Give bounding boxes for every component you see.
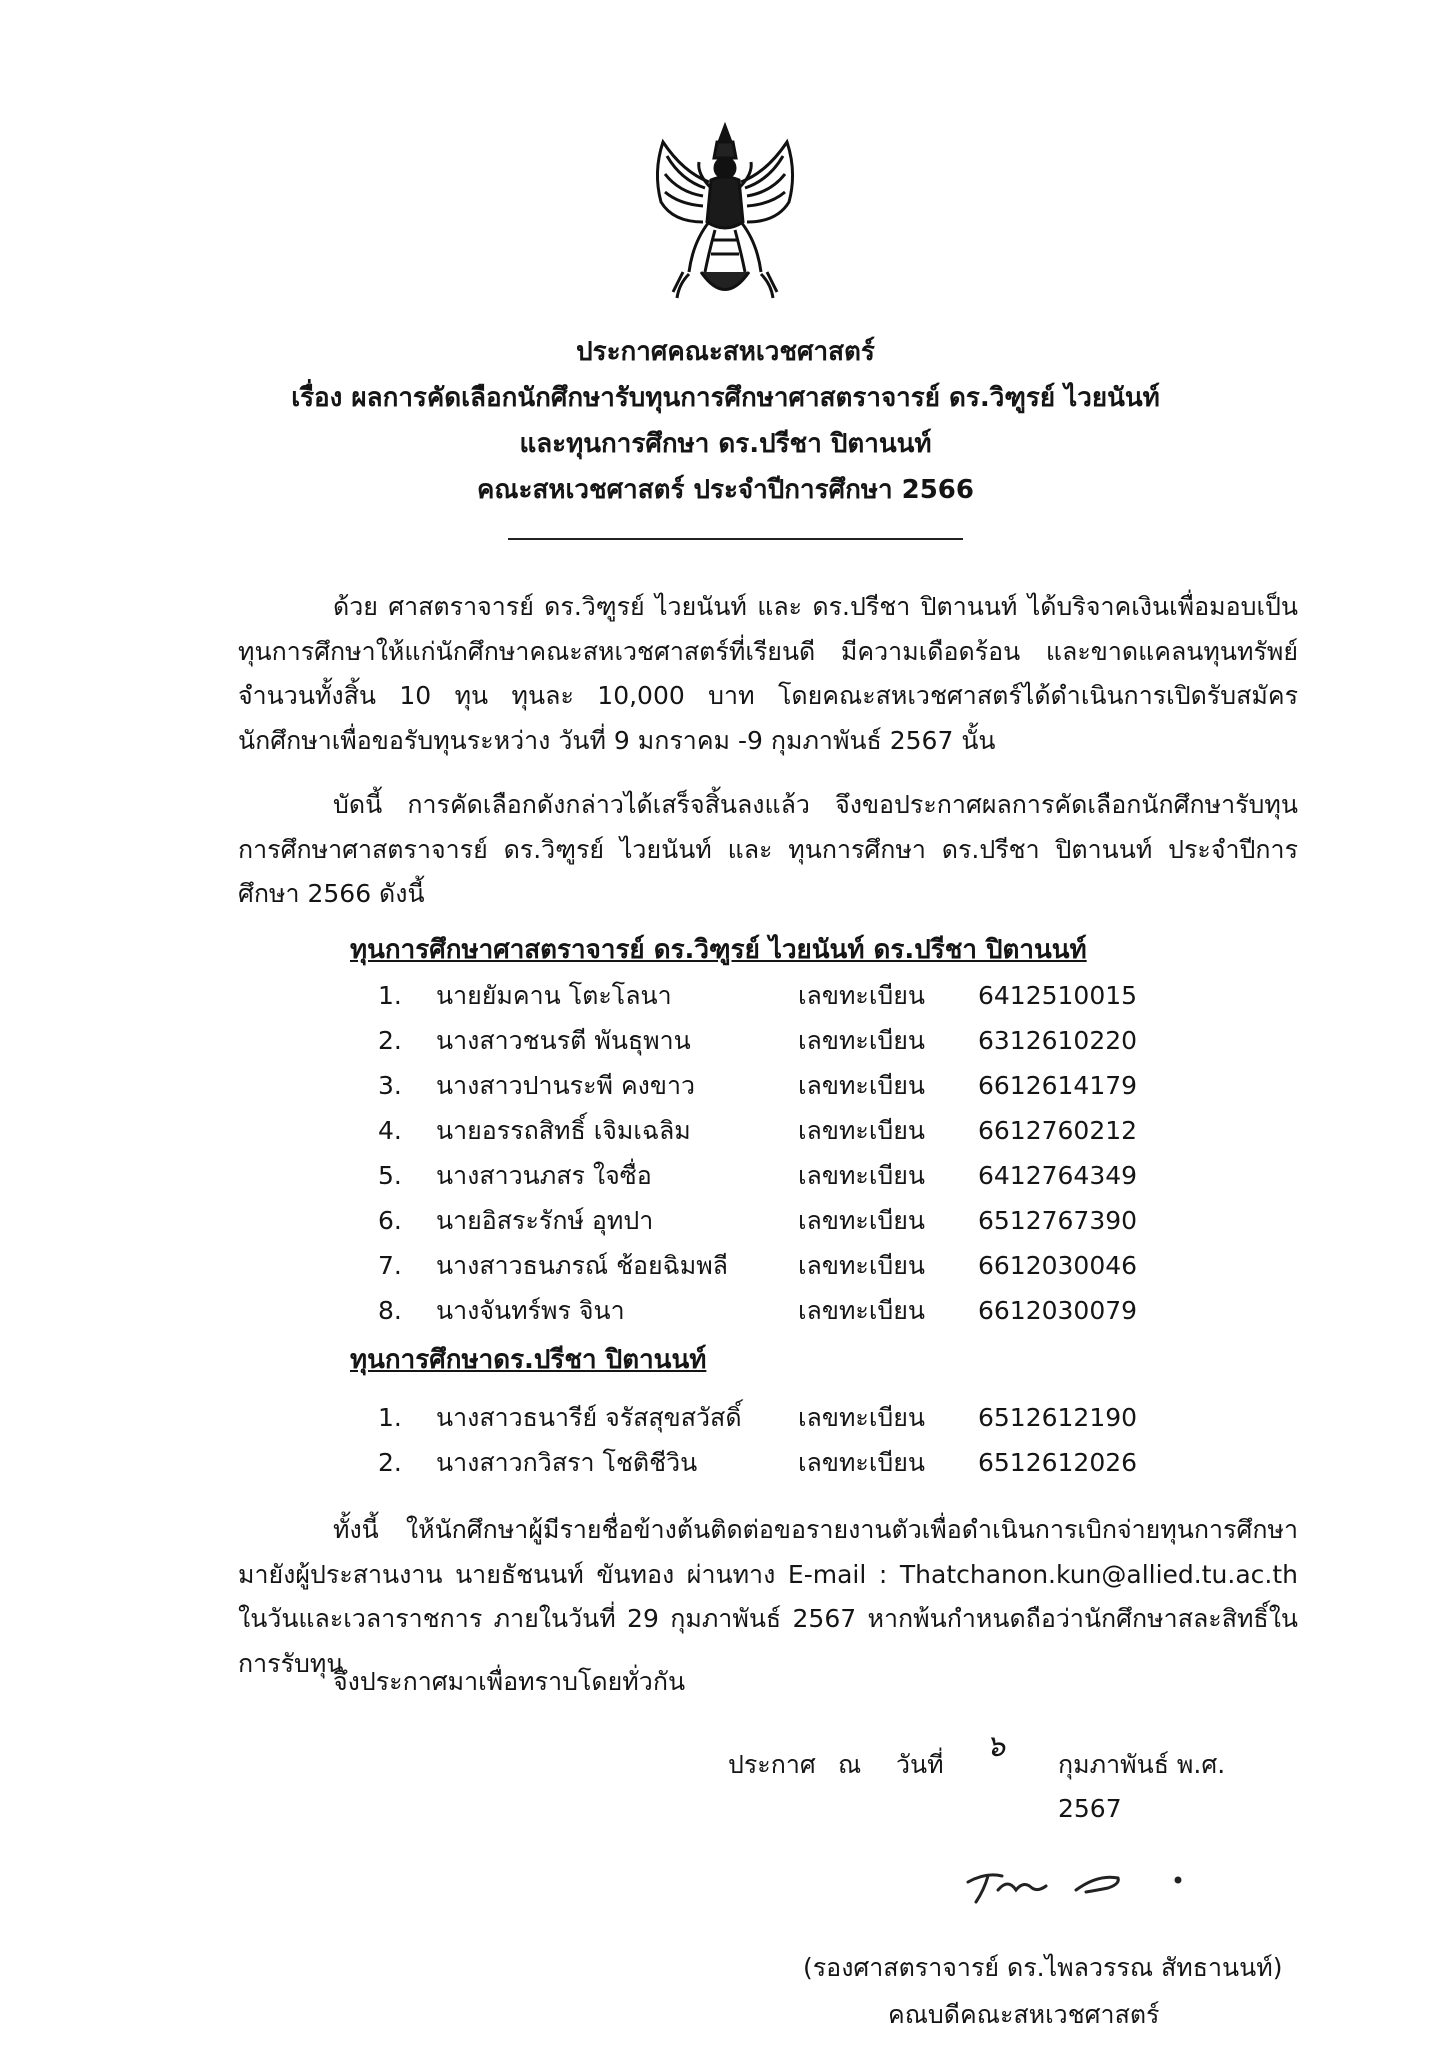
signer-name: (รองศาสตราจารย์ ดร.ไพลวรรณ สัทธานนท์)	[803, 1953, 1283, 1982]
date-day-label: วันที่	[896, 1750, 944, 1779]
closing-statement: จึงประกาศมาเพื่อทราบโดยทั่วกัน	[333, 1667, 686, 1696]
paragraph-instructions: ทั้งนี้ ให้นักศึกษาผู้มีรายชื่อข้างต้นติดต่อขอรายงานตัวเพื่อดำเนินการเบิกจ่ายทุนการศึกษามายังผู้ประสานงาน นายธัชนนท์ ขันทอง ผ่านทาง E-mail : Thatchanon.kun@allied.tu.ac.th ในวันและเวลาราชการ ภายในวันที่ 29 กุมภาพันธ์ 2567 หากพ้นกำหนดถือว่านักศึกษาสละสิทธิ์ในการรับทุน	[238, 1515, 1298, 1678]
announcement-title: ประกาศคณะสหเวชศาสตร์	[576, 337, 875, 367]
date-label: ประกาศ	[728, 1750, 816, 1779]
date-at: ณ	[838, 1750, 862, 1779]
list-item: 1. นายยัมคาน โตะโลนา เลขทะเบียน 6412510015	[378, 981, 1138, 1010]
paragraph-intro: ด้วย ศาสตราจารย์ ดร.วิฑูรย์ ไวยนันท์ และ ดร.ปรีชา ปิตานนท์ ได้บริจาคเงินเพื่อมอบเป็นทุนการศึกษาให้แก่นักศึกษาคณะสหเวชศาสตร์ที่เรียนดี มีความเดือดร้อน และขาดแคลนทุนทรัพย์ จำนวนทั้งสิ้น 10 ทุน ทุนละ 10,000 บาท โดยคณะสหเวชศาสตร์ได้ดำเนินการเปิดรับสมัครนักศึกษาเพื่อขอรับทุนระหว่าง วันที่ 9 มกราคม -9 กุมภาพันธ์ 2567 นั้น	[238, 592, 1298, 755]
section-title-scholarship-1: ทุนการศึกษาศาสตราจารย์ ดร.วิฑูรย์ ไวยนันท์ ดร.ปรีชา ปิตานนท์	[350, 935, 1087, 965]
list-item: 4. นายอรรถสิทธิ์ เจิมเฉลิม เลขทะเบียน 6612760212	[378, 1116, 1138, 1145]
date-day-handwritten: ๖	[986, 1729, 1006, 1764]
list-item: 5. นางสาวนภสร ใจซื่อ เลขทะเบียน 6412764349	[378, 1161, 1138, 1190]
announcement-subject-line3: คณะสหเวชศาสตร์ ประจำปีการศึกษา 2566	[477, 475, 974, 505]
signature-icon	[958, 1850, 1198, 1910]
signer-position: คณบดีคณะสหเวชศาสตร์	[888, 2000, 1160, 2029]
section-title-scholarship-2: ทุนการศึกษาดร.ปรีชา ปิตานนท์	[350, 1345, 707, 1375]
divider	[508, 538, 963, 540]
paragraph-result: บัดนี้ การคัดเลือกดังกล่าวได้เสร็จสิ้นลงแล้ว จึงขอประกาศผลการคัดเลือกนักศึกษารับทุนการศึกษาศาสตราจารย์ ดร.วิฑูรย์ ไวยนันท์ และ ทุนการศึกษา ดร.ปรีชา ปิตานนท์ ประจำปีการศึกษา 2566 ดังนี้	[238, 790, 1298, 908]
list-item: 7. นางสาวธนภรณ์ ช้อยฉิมพลี เลขทะเบียน 6612030046	[378, 1251, 1138, 1280]
garuda-emblem-icon	[643, 122, 808, 307]
announcement-subject: เรื่อง ผลการคัดเลือกนักศึกษารับทุนการศึกษาศาสตราจารย์ ดร.วิฑูรย์ ไวยนันท์	[291, 383, 1160, 413]
date-month-year: กุมภาพันธ์ พ.ศ. 2567	[1058, 1750, 1226, 1823]
announcement-subject-line2: และทุนการศึกษา ดร.ปรีชา ปิตานนท์	[519, 429, 932, 459]
list-item: 3. นางสาวปานระพี คงขาว เลขทะเบียน 6612614179	[378, 1071, 1138, 1100]
list-item: 2. นางสาวชนรตี พันธุพาน เลขทะเบียน 6312610220	[378, 1026, 1138, 1055]
list-item: 8. นางจันทร์พร จินา เลขทะเบียน 6612030079	[378, 1296, 1138, 1325]
student-list-scholarship-2	[378, 1395, 1198, 1485]
list-item: 1. นางสาวธนารีย์ จรัสสุขสวัสดิ์ เลขทะเบียน 6512612190	[378, 1403, 1138, 1432]
list-item: 2. นางสาวกวิสรา โชติชีวิน เลขทะเบียน 6512612026	[378, 1448, 1138, 1477]
list-item: 6. นายอิสระรักษ์ อุทปา เลขทะเบียน 6512767390	[378, 1206, 1138, 1235]
student-list-scholarship-1	[378, 973, 1198, 1333]
